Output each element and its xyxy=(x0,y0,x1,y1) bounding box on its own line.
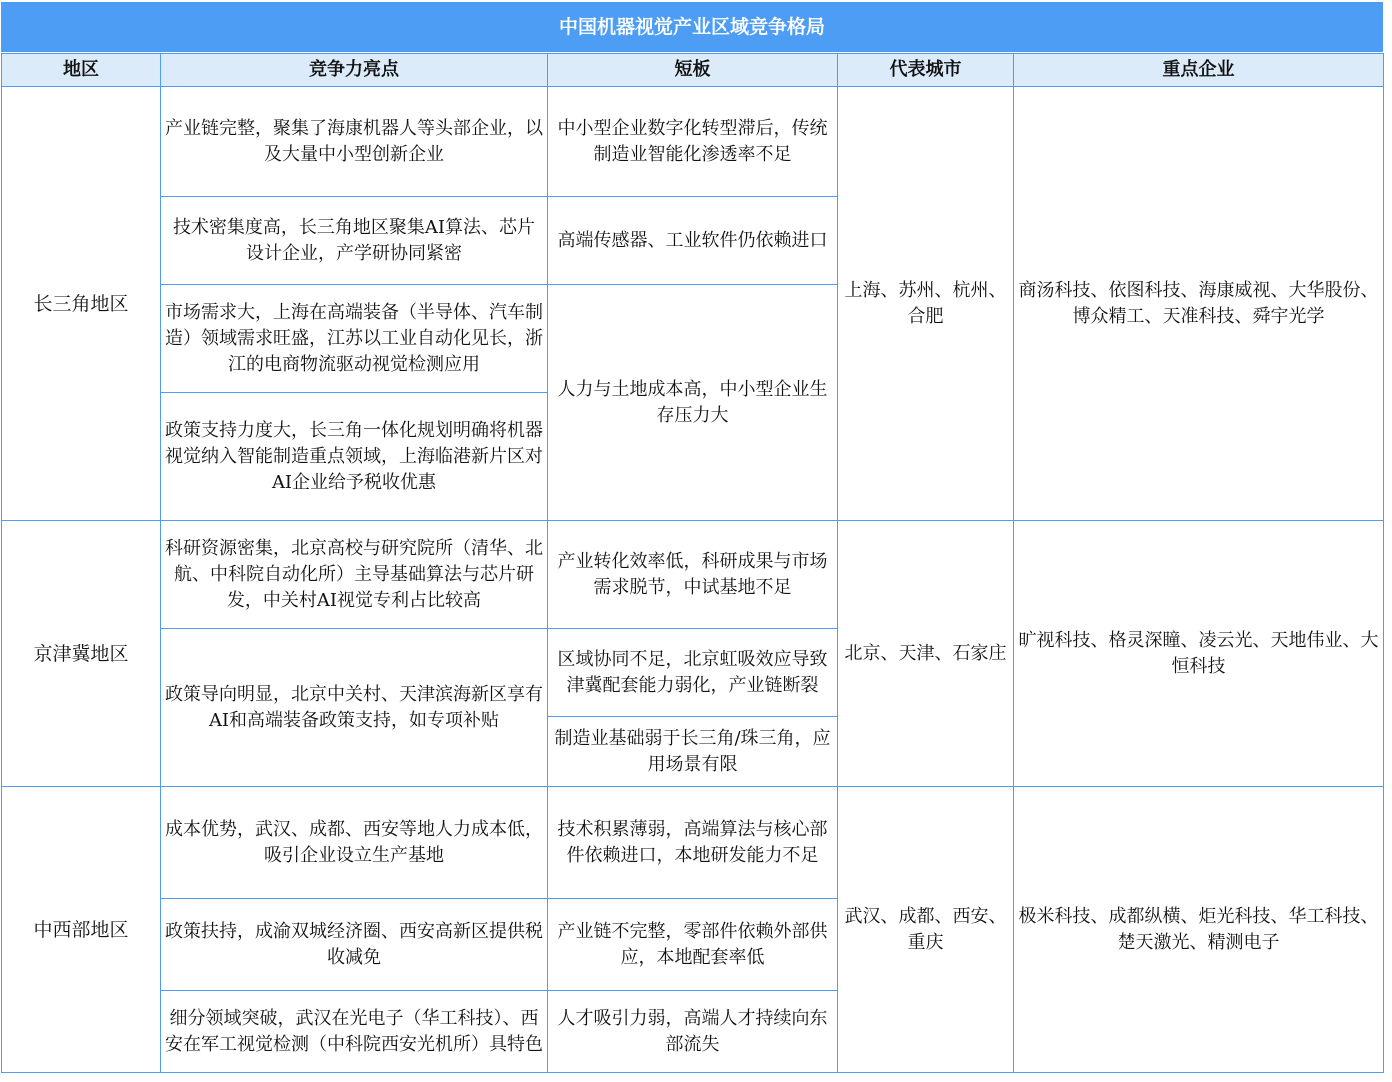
strength-cell: 政策导向明显，北京中关村、天津滨海新区享有AI和高端装备政策支持，如专项补贴 xyxy=(161,629,548,787)
region-cell: 京津冀地区 xyxy=(2,521,161,787)
header-row xyxy=(2,54,1384,87)
weakness-cell: 中小型企业数字化转型滞后，传统制造业智能化渗透率不足 xyxy=(548,87,838,197)
weakness-cell: 产业链不完整，零部件依赖外部供应，本地配套率低 xyxy=(548,899,838,991)
companies-cell: 商汤科技、依图科技、海康威视、大华股份、博众精工、天准科技、舜宇光学 xyxy=(1014,87,1384,521)
table-title: 中国机器视觉产业区域竞争格局 xyxy=(1,2,1383,53)
table-row xyxy=(2,521,1384,629)
strength-cell: 市场需求大，上海在高端装备（半导体、汽车制造）领域需求旺盛，江苏以工业自动化见长，浙江的电商物流驱动视觉检测应用 xyxy=(161,285,548,393)
weakness-cell: 技术积累薄弱，高端算法与核心部件依赖进口，本地研发能力不足 xyxy=(548,787,838,899)
strength-cell: 成本优势，武汉、成都、西安等地人力成本低，吸引企业设立生产基地 xyxy=(161,787,548,899)
region-competition-table xyxy=(1,2,1383,1073)
region-cell: 中西部地区 xyxy=(2,787,161,1073)
header-weaknesses: 短板 xyxy=(548,54,838,87)
cities-cell: 武汉、成都、西安、重庆 xyxy=(838,787,1014,1073)
strength-cell: 科研资源密集，北京高校与研究院所（清华、北航、中科院自动化所）主导基础算法与芯片研发，中关村AI视觉专利占比较高 xyxy=(161,521,548,629)
header-companies: 重点企业 xyxy=(1014,54,1384,87)
strength-cell: 政策支持力度大，长三角一体化规划明确将机器视觉纳入智能制造重点领域，上海临港新片区对AI企业给予税收优惠 xyxy=(161,393,548,521)
companies-cell: 旷视科技、格灵深瞳、凌云光、天地伟业、大恒科技 xyxy=(1014,521,1384,787)
header-cities: 代表城市 xyxy=(838,54,1014,87)
cities-cell: 上海、苏州、杭州、合肥 xyxy=(838,87,1014,521)
companies-cell: 极米科技、成都纵横、炬光科技、华工科技、楚天激光、精测电子 xyxy=(1014,787,1384,1073)
weakness-cell: 制造业基础弱于长三角/珠三角，应用场景有限 xyxy=(548,717,838,787)
table-row xyxy=(2,87,1384,197)
strength-cell: 产业链完整，聚集了海康机器人等头部企业，以及大量中小型创新企业 xyxy=(161,87,548,197)
weakness-cell: 高端传感器、工业软件仍依赖进口 xyxy=(548,197,838,285)
strength-cell: 政策扶持，成渝双城经济圈、西安高新区提供税收减免 xyxy=(161,899,548,991)
strength-cell: 技术密集度高，长三角地区聚集AI算法、芯片设计企业，产学研协同紧密 xyxy=(161,197,548,285)
header-region: 地区 xyxy=(2,54,161,87)
weakness-cell: 人才吸引力弱，高端人才持续向东部流失 xyxy=(548,991,838,1073)
data-table xyxy=(1,53,1384,1073)
cities-cell: 北京、天津、石家庄 xyxy=(838,521,1014,787)
table-row xyxy=(2,787,1384,899)
header-strengths: 竞争力亮点 xyxy=(161,54,548,87)
weakness-cell: 人力与土地成本高，中小型企业生存压力大 xyxy=(548,285,838,521)
weakness-cell: 区域协同不足，北京虹吸效应导致津冀配套能力弱化，产业链断裂 xyxy=(548,629,838,717)
weakness-cell: 产业转化效率低，科研成果与市场需求脱节，中试基地不足 xyxy=(548,521,838,629)
strength-cell: 细分领域突破，武汉在光电子（华工科技）、西安在军工视觉检测（中科院西安光机所）具特色 xyxy=(161,991,548,1073)
region-cell: 长三角地区 xyxy=(2,87,161,521)
